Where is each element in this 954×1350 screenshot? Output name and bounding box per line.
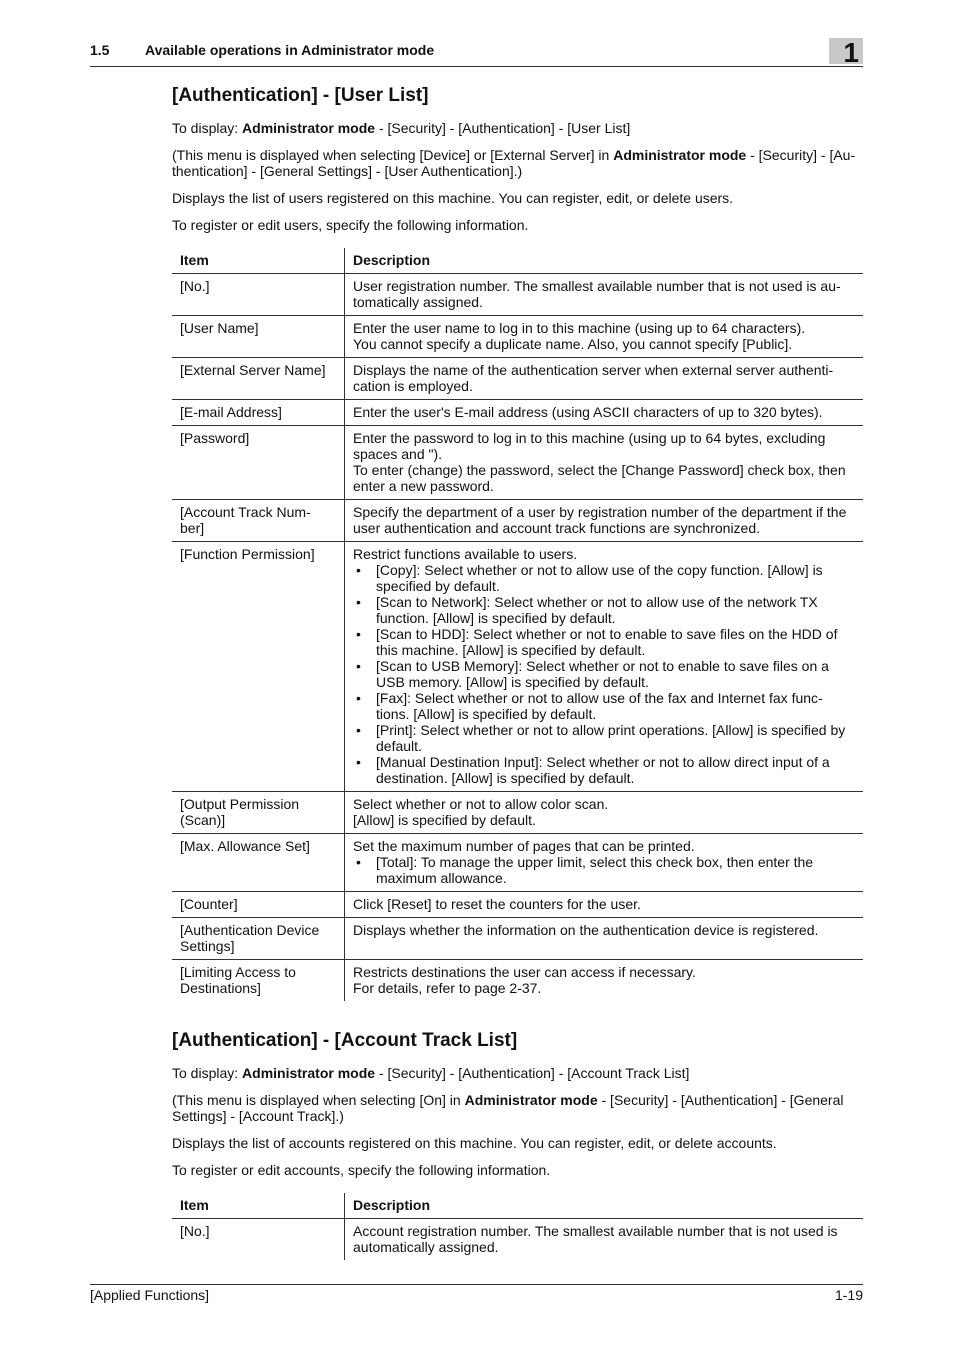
table-row [172, 358, 863, 400]
row-desc: Displays whether the information on the authentication device is registered. [345, 918, 864, 960]
col-desc-header: Description [345, 1193, 864, 1219]
col-item-header: Item [172, 1193, 345, 1219]
row-item: [Limiting Access to Destinations] [172, 960, 345, 1002]
desc-line: Set the maximum number of pages that can be printed. [353, 838, 695, 854]
user-list-title: [Authentication] - [User List] [172, 85, 429, 106]
bullet-item: • [Manual Destination Input]: Select whether or not to allow direct input of a destination. [Allow] is specified by default. [376, 754, 855, 786]
display-prefix: To display: [172, 120, 243, 136]
table-row [172, 426, 863, 500]
note-part-2: - [Security] - [Authentication] - [General Settings] - [Account Track].) [172, 1092, 844, 1124]
account-list-table [172, 1193, 863, 1260]
row-desc [345, 792, 864, 834]
row-item: [Counter] [172, 892, 345, 918]
row-item: [Function Permission] [172, 542, 345, 792]
table-row [172, 918, 863, 960]
note-part-1: (This menu is displayed when selecting [Device] or [External Server] in [172, 147, 614, 163]
bullet-item: • [Fax]: Select whether or not to allow use of the fax and Internet fax func- tions. [Allow] is specified by default. [376, 690, 855, 722]
table-header-row [172, 248, 863, 274]
row-item: [Output Permission (Scan)] [172, 792, 345, 834]
table-row [172, 792, 863, 834]
main-content [172, 84, 863, 1260]
section-number: 1.5 [90, 42, 110, 58]
row-desc [345, 426, 864, 500]
display-rest: - [Security] - [Authentication] - [Account Track List] [375, 1065, 690, 1081]
page-header [90, 38, 863, 67]
row-desc [345, 316, 864, 358]
row-desc: Specify the department of a user by registration number of the department if the user authentication and account track functions are synchronized. [345, 500, 864, 542]
row-item: [Max. Allowance Set] [172, 834, 345, 892]
bullet-item: • [Print]: Select whether or not to allow print operations. [Allow] is specified by default. [376, 722, 855, 754]
display-prefix: To display: [172, 1065, 243, 1081]
desc-line: Select whether or not to allow color scan. [353, 796, 609, 812]
display-rest: - [Security] - [Authentication] - [User List] [375, 120, 631, 136]
user-list-note [172, 147, 863, 179]
table-row [172, 1219, 863, 1261]
note-part-1: (This menu is displayed when selecting [On] in [172, 1092, 465, 1108]
user-list-table [172, 248, 863, 1001]
bullet-list [353, 854, 855, 886]
note-mode: Administrator mode [613, 147, 747, 163]
row-item: [Password] [172, 426, 345, 500]
col-desc-header: Description [345, 248, 864, 274]
account-list-note [172, 1092, 863, 1124]
desc-line: For details, refer to page 2-37. [353, 980, 542, 996]
page-footer [90, 1284, 863, 1307]
col-item-header: Item [172, 248, 345, 274]
display-mode: Administrator mode [242, 1065, 376, 1081]
row-desc: Click [Reset] to reset the counters for the user. [345, 892, 864, 918]
desc-line: To enter (change) the password, select the [Change Password] check box, then enter a new password. [353, 462, 846, 494]
account-list-title: [Authentication] - [Account Track List] [172, 1030, 518, 1051]
table-row [172, 542, 863, 792]
user-list-intro: To register or edit users, specify the following information. [172, 217, 529, 233]
table-row [172, 960, 863, 1002]
row-item: [E-mail Address] [172, 400, 345, 426]
account-list-desc: Displays the list of accounts registered on this machine. You can register, edit, or delete accounts. [172, 1135, 777, 1151]
bullet-item: • [Scan to HDD]: Select whether or not to enable to save files on the HDD of this machine. [Allow] is specified by default. [376, 626, 855, 658]
row-desc [345, 542, 864, 792]
table-row [172, 892, 863, 918]
bullet-item: • [Scan to USB Memory]: Select whether or not to enable to save files on a USB memory. [Allow] is specified by default. [376, 658, 855, 690]
row-desc [345, 960, 864, 1002]
footer-book-title: [Applied Functions] [90, 1287, 210, 1303]
bullet-item: • [Copy]: Select whether or not to allow use of the copy function. [Allow] is specified by default. [376, 562, 855, 594]
desc-line: Restrict functions available to users. [353, 546, 578, 562]
bullet-list [353, 562, 855, 786]
bullet-item: • [Total]: To manage the upper limit, select this check box, then enter the maximum allowance. [376, 854, 855, 886]
account-list-intro: To register or edit accounts, specify the following information. [172, 1162, 551, 1178]
page-number: 1-19 [834, 1287, 863, 1303]
desc-line: Restricts destinations the user can access if necessary. [353, 964, 696, 980]
user-list-section [172, 84, 863, 1001]
row-item: [No.] [172, 1219, 345, 1261]
row-desc: Enter the user's E-mail address (using ASCII characters of up to 320 bytes). [345, 400, 864, 426]
row-item: [Account Track Num- ber] [172, 500, 345, 542]
user-list-desc: Displays the list of users registered on this machine. You can register, edit, or delete users. [172, 190, 734, 206]
user-list-display-path [172, 120, 863, 136]
desc-line: You cannot specify a duplicate name. Also, you cannot specify [Public]. [353, 336, 793, 352]
row-item: [No.] [172, 274, 345, 316]
section-title: Available operations in Administrator mode [145, 42, 435, 58]
chapter-badge: 1 [829, 38, 863, 64]
table-row [172, 274, 863, 316]
desc-line: [Allow] is specified by default. [353, 812, 536, 828]
row-desc [345, 834, 864, 892]
table-row [172, 834, 863, 892]
table-row [172, 400, 863, 426]
row-item: [Authentication Device Settings] [172, 918, 345, 960]
account-list-display-path [172, 1065, 863, 1081]
account-list-section [172, 1029, 863, 1260]
desc-line: Enter the user name to log in to this machine (using up to 64 characters). [353, 320, 806, 336]
row-item: [User Name] [172, 316, 345, 358]
table-header-row [172, 1193, 863, 1219]
row-item: [External Server Name] [172, 358, 345, 400]
row-desc: Displays the name of the authentication server when external server authenti- cation is employed. [345, 358, 864, 400]
bullet-item: • [Scan to Network]: Select whether or not to allow use of the network TX function. [Allow] is specified by default. [376, 594, 855, 626]
note-mode: Administrator mode [464, 1092, 598, 1108]
row-desc: User registration number. The smallest available number that is not used is au- tomatically assigned. [345, 274, 864, 316]
row-desc: Account registration number. The smallest available number that is not used is automatically assigned. [353, 1223, 838, 1255]
table-row [172, 500, 863, 542]
note-part-2: - [Security] - [Au- thentication] - [General Settings] - [User Authentication].) [172, 147, 856, 179]
display-mode: Administrator mode [242, 120, 376, 136]
desc-line: Enter the password to log in to this machine (using up to 64 bytes, excluding spaces and "). [353, 430, 826, 462]
table-row [172, 316, 863, 358]
